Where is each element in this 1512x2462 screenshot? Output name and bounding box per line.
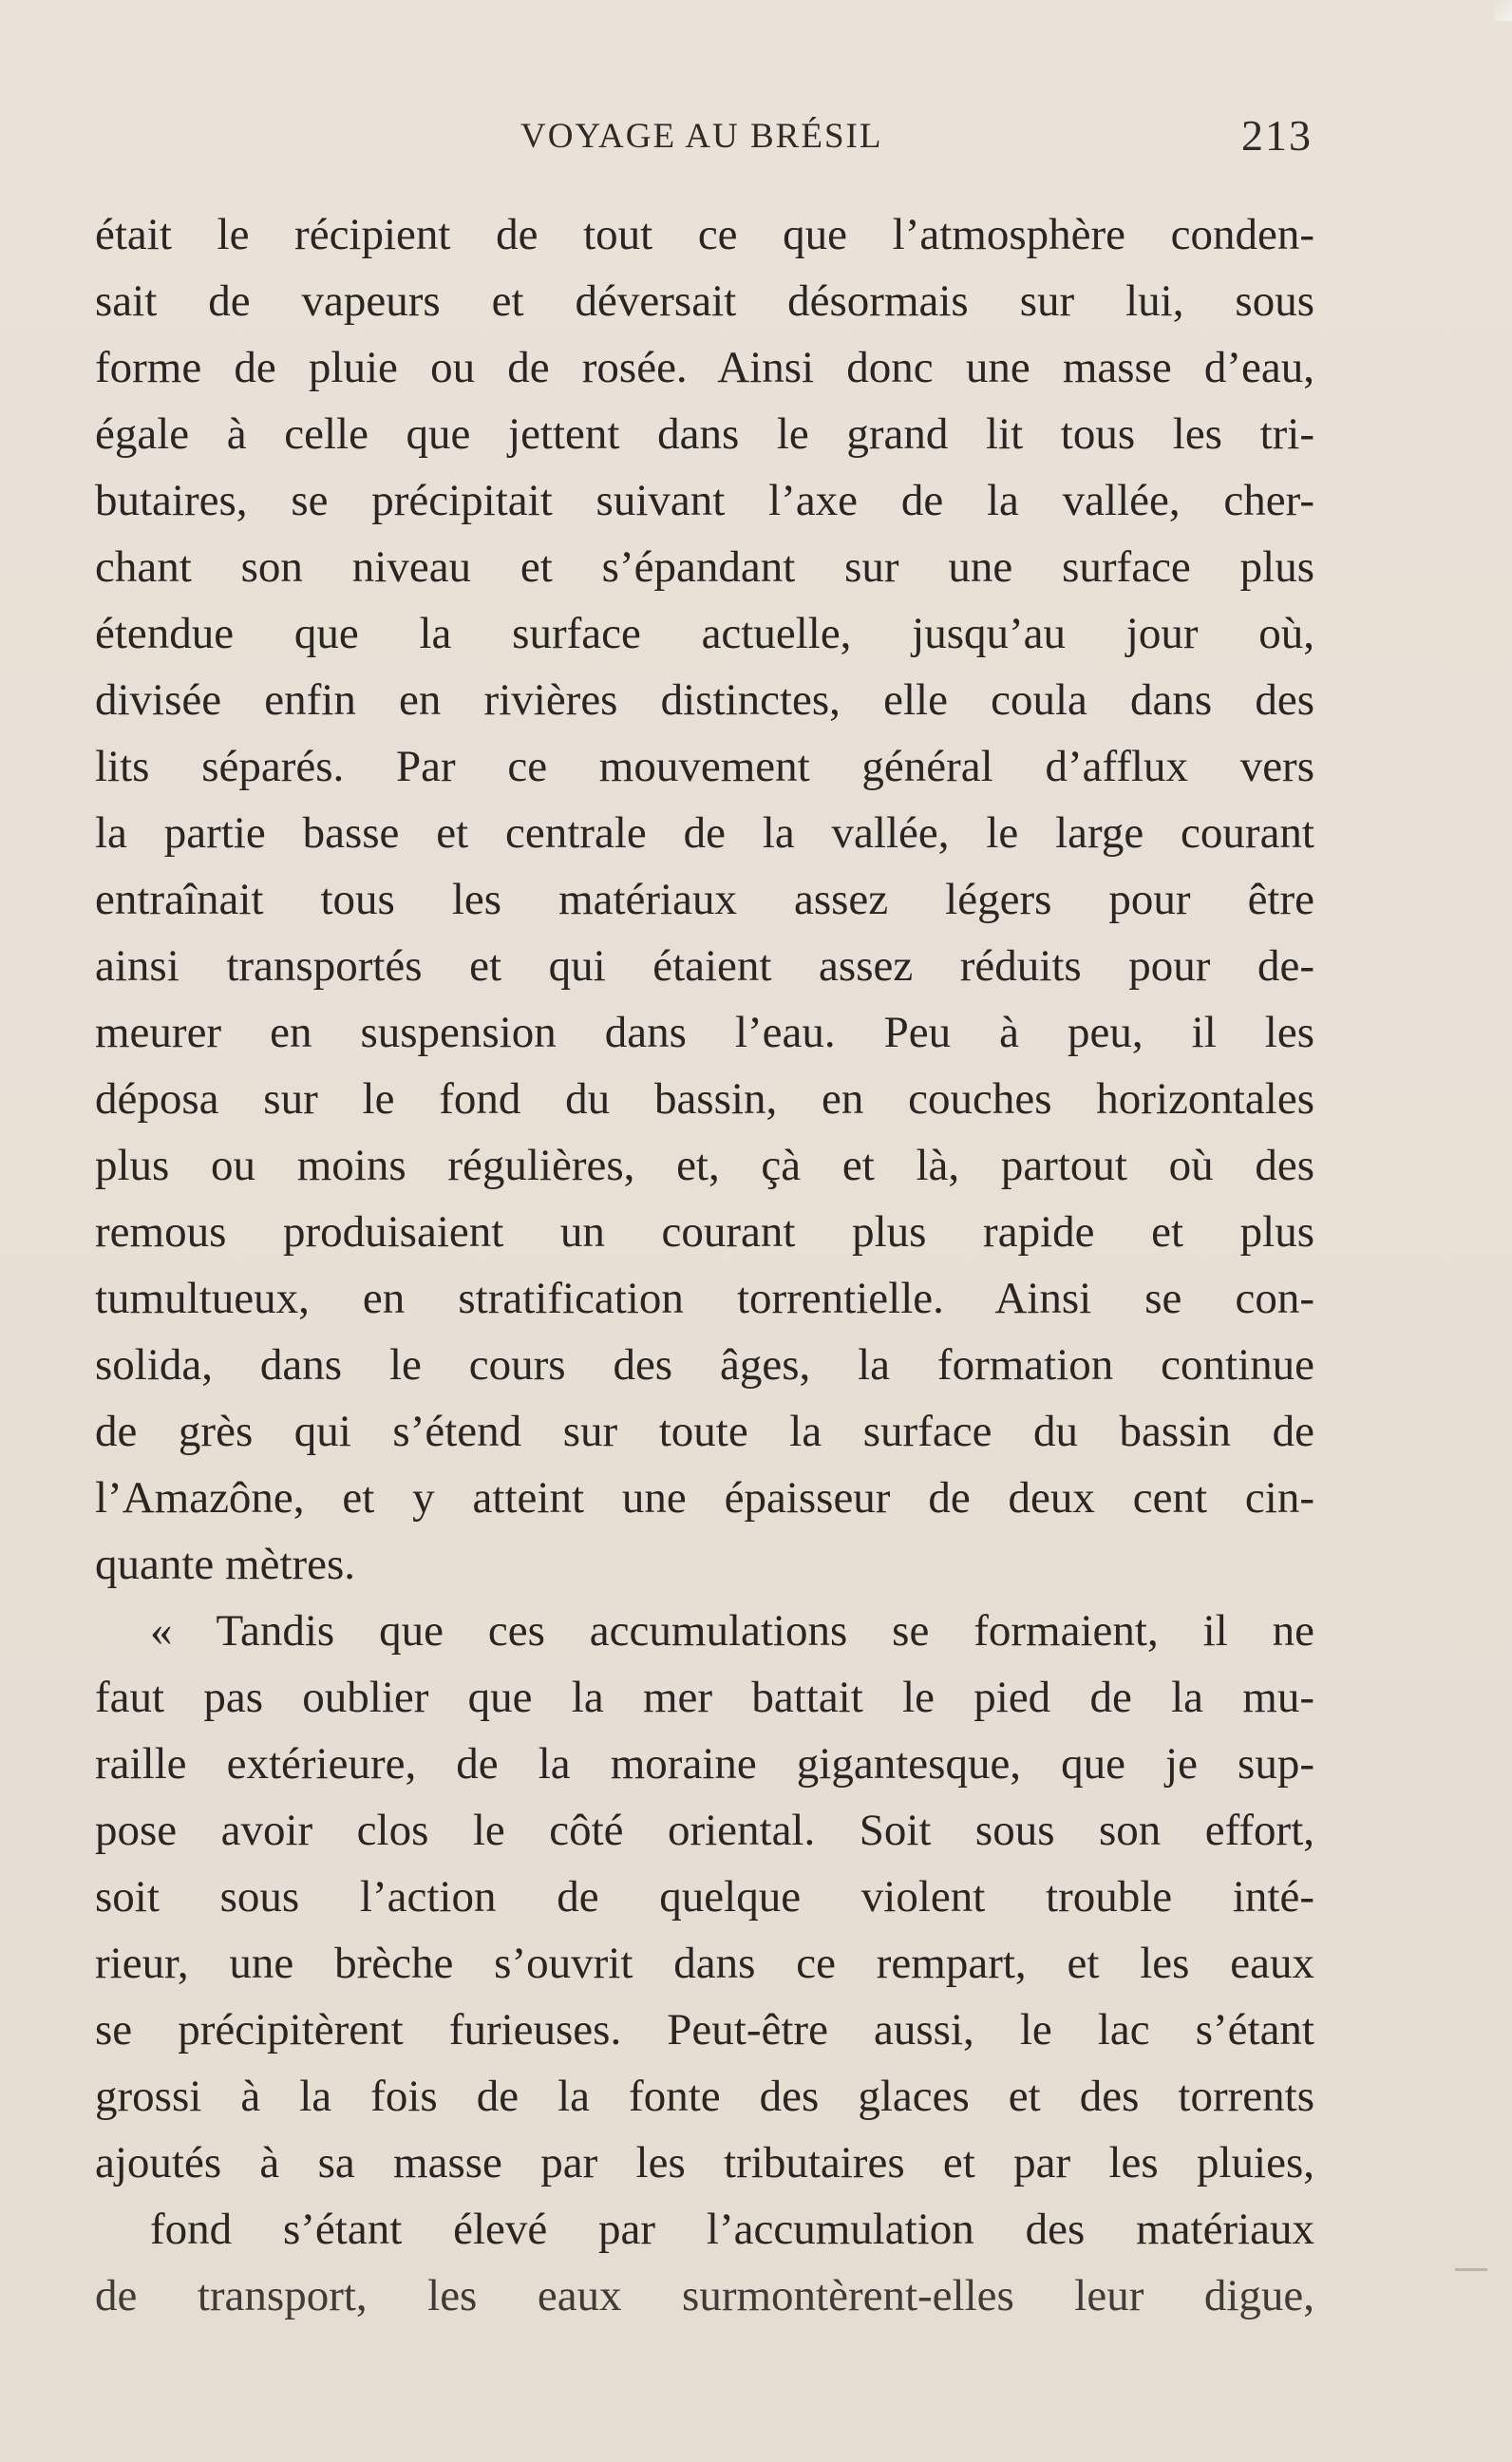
text-line-25: pose avoir clos le côté oriental. Soit sous son effort, [95,1806,1314,1855]
running-title: VOYAGE AU BRÉSIL [520,117,883,156]
text-line-11: entraînait tous les matériaux assez légers pour être [95,875,1314,924]
text-line-3: forme de pluie ou de rosée. Ainsi donc une masse d’eau, [95,343,1314,392]
text-line-14: déposa sur le fond du bassin, en couches horizontales [95,1074,1314,1124]
text-line-6: chant son niveau et s’épandant sur une surface plus [95,542,1314,592]
text-line-22: « Tandis que ces accumulations se formaient, il ne [150,1606,1314,1656]
text-line-28: se précipitèrent furieuses. Peut-être aussi, le lac s’étant [95,2005,1314,2055]
text-line-9: lits séparés. Par ce mouvement général d’afflux vers [95,742,1314,791]
text-line-26: soit sous l’action de quelque violent trouble inté- [95,1872,1314,1922]
text-line-31: fond s’étant élevé par l’accumulation des matériaux [150,2205,1314,2254]
running-head [0,111,1512,165]
margin-mark [1455,2268,1487,2271]
text-line-12: ainsi transportés et qui étaient assez réduits pour de- [95,941,1314,991]
text-line-30: ajoutés à sa masse par les tributaires et par les pluies, [95,2138,1314,2187]
body-text [95,201,1314,2329]
text-line-7: étendue que la surface actuelle, jusqu’au jour où, [95,609,1314,658]
text-line-16: remous produisaient un courant plus rapide et plus [95,1207,1314,1257]
text-line-13: meurer en suspension dans l’eau. Peu à peu, il les [95,1008,1314,1057]
text-line-17: tumultueux, en stratification torrentielle. Ainsi se con- [95,1274,1314,1323]
text-line-18: solida, dans le cours des âges, la formation continue [95,1340,1314,1390]
text-line-21: quante mètres. [95,1540,356,1589]
text-line-20: l’Amazône, et y atteint une épaisseur de deux cent cin- [95,1473,1314,1523]
text-line-29: grossi à la fois de la fonte des glaces et des torrents [95,2072,1314,2121]
text-line-27: rieur, une brèche s’ouvrit dans ce rempart, et les eaux [95,1939,1314,1988]
text-line-1: était le récipient de tout ce que l’atmosphère conden- [95,210,1314,259]
text-line-2: sait de vapeurs et déversait désormais sur lui, sous [95,276,1314,326]
text-line-8: divisée enfin en rivières distinctes, elle coula dans des [95,675,1314,725]
page-corner [1495,0,1512,21]
text-line-23: faut pas oublier que la mer battait le pied de la mu- [95,1673,1314,1722]
text-line-10: la partie basse et centrale de la vallée, le large courant [95,808,1314,858]
text-line-5: butaires, se précipitait suivant l’axe de la vallée, cher- [95,476,1314,525]
text-line-19: de grès qui s’étend sur toute la surface du bassin de [95,1407,1314,1456]
text-line-32: de transport, les eaux surmontèrent-elles leur digue, [95,2271,1314,2320]
page-number: 213 [1241,111,1313,160]
text-line-15: plus ou moins régulières, et, çà et là, partout où des [95,1141,1314,1190]
text-line-4: égale à celle que jettent dans le grand lit tous les tri- [95,409,1314,459]
text-line-24: raille extérieure, de la moraine gigantesque, que je sup- [95,1739,1314,1789]
